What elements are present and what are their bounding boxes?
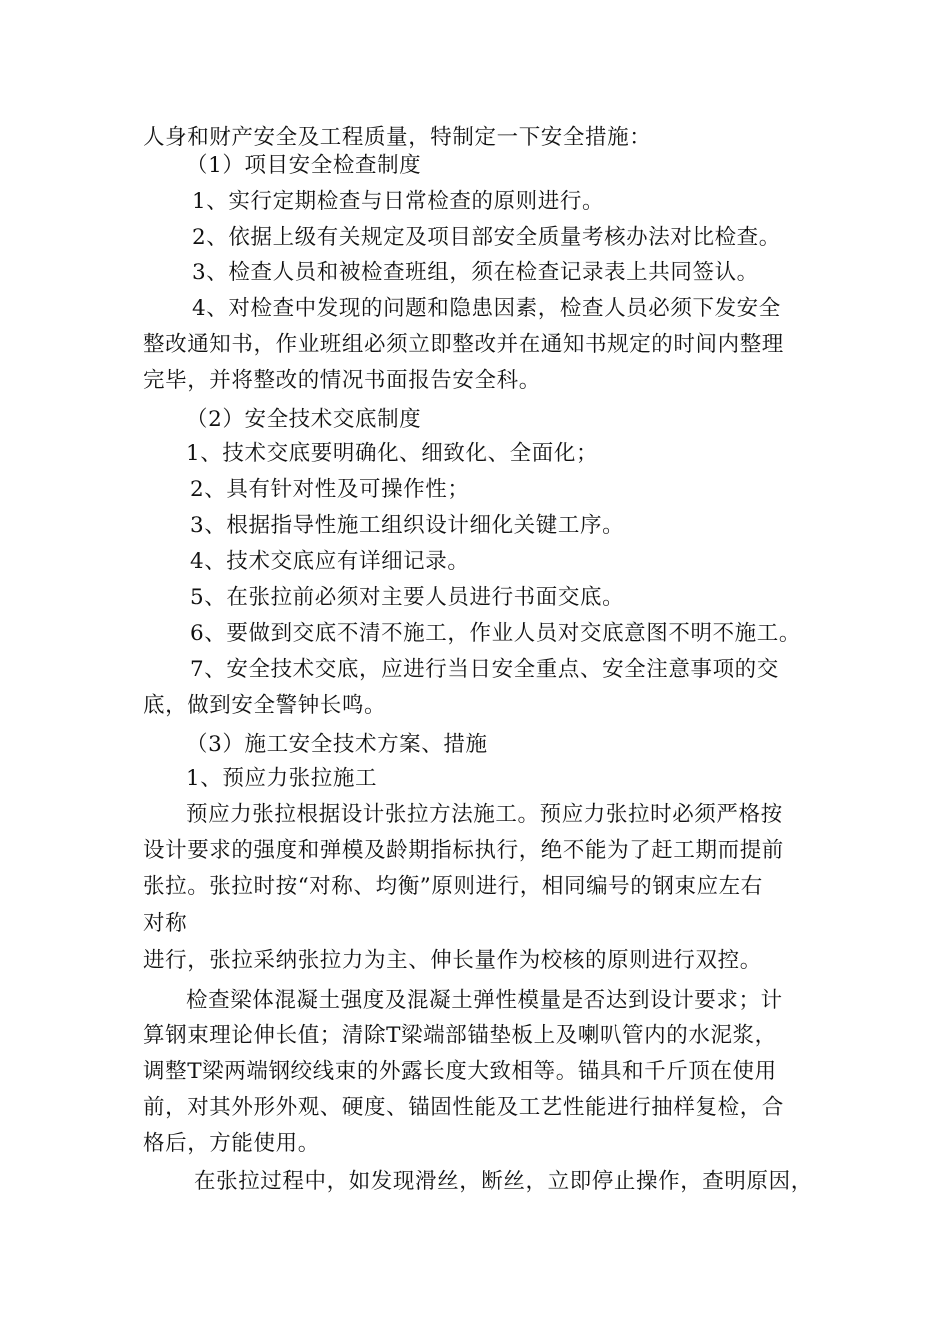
list-item: 2、依据上级有关规定及项目部安全质量考核办法对比检查。 xyxy=(192,225,781,250)
section-heading: （3）施工安全技术方案、措施 xyxy=(186,732,488,757)
list-item: 4、技术交底应有详细记录。 xyxy=(190,549,470,574)
list-item: 3、检查人员和被检查班组，须在检查记录表上共同签认。 xyxy=(192,260,759,285)
list-item: 4、对检查中发现的问题和隐患因素，检查人员必须下发安全 xyxy=(192,296,781,321)
list-item: 1、实行定期检查与日常检查的原则进行。 xyxy=(192,189,605,214)
list-item: 2、具有针对性及可操作性； xyxy=(190,477,470,502)
list-item: 5、在张拉前必须对主要人员进行书面交底。 xyxy=(190,585,625,610)
list-item: 6、要做到交底不清不施工，作业人员对交底意图不明不施工。 xyxy=(190,621,801,646)
paragraph-line: 算钢束理论伸长值；清除T梁端部锚垫板上及喇叭管内的水泥浆， xyxy=(143,1023,777,1048)
list-item: 1、技术交底要明确化、细致化、全面化； xyxy=(186,441,599,466)
paragraph-line: 检查梁体混凝土强度及混凝土弹性模量是否达到设计要求；计 xyxy=(186,988,783,1013)
paragraph-line: 预应力张拉根据设计张拉方法施工。预应力张拉时必须严格按 xyxy=(186,802,783,827)
text-line: 底，做到安全警钟长鸣。 xyxy=(143,693,387,718)
list-item: 3、根据指导性施工组织设计细化关键工序。 xyxy=(190,513,625,538)
paragraph-line: 对称 xyxy=(143,911,188,936)
section-heading: （2）安全技术交底制度 xyxy=(186,407,422,432)
subsection-heading: 1、预应力张拉施工 xyxy=(186,766,378,791)
paragraph-line: 进行，张拉采纳张拉力为主、伸长量作为校核的原则进行双控。 xyxy=(143,948,762,973)
paragraph-line: 调整T梁两端钢绞线束的外露长度大致相等。锚具和千斤顶在使用 xyxy=(143,1059,777,1084)
paragraph-line: 设计要求的强度和弹模及龄期指标执行，绝不能为了赶工期而提前 xyxy=(143,838,784,863)
paragraph-line: 在张拉过程中，如发现滑丝，断丝，立即停止操作，查明原因， xyxy=(194,1169,813,1194)
text-line: 整改通知书，作业班组必须立即整改并在通知书规定的时间内整理 xyxy=(143,332,784,357)
paragraph-line: 格后，方能使用。 xyxy=(143,1131,320,1156)
paragraph-line: 张拉。张拉时按“对称、均衡”原则进行，相同编号的钢束应左右 xyxy=(143,874,763,899)
text-line: 完毕，并将整改的情况书面报告安全科。 xyxy=(143,368,541,393)
text-line: 人身和财产安全及工程质量，特制定一下安全措施： xyxy=(143,125,652,150)
list-item: 7、安全技术交底，应进行当日安全重点、安全注意事项的交 xyxy=(190,657,779,682)
section-heading: （1）项目安全检查制度 xyxy=(186,153,422,178)
paragraph-line: 前，对其外形外观、硬度、锚固性能及工艺性能进行抽样复检，合 xyxy=(143,1095,784,1120)
